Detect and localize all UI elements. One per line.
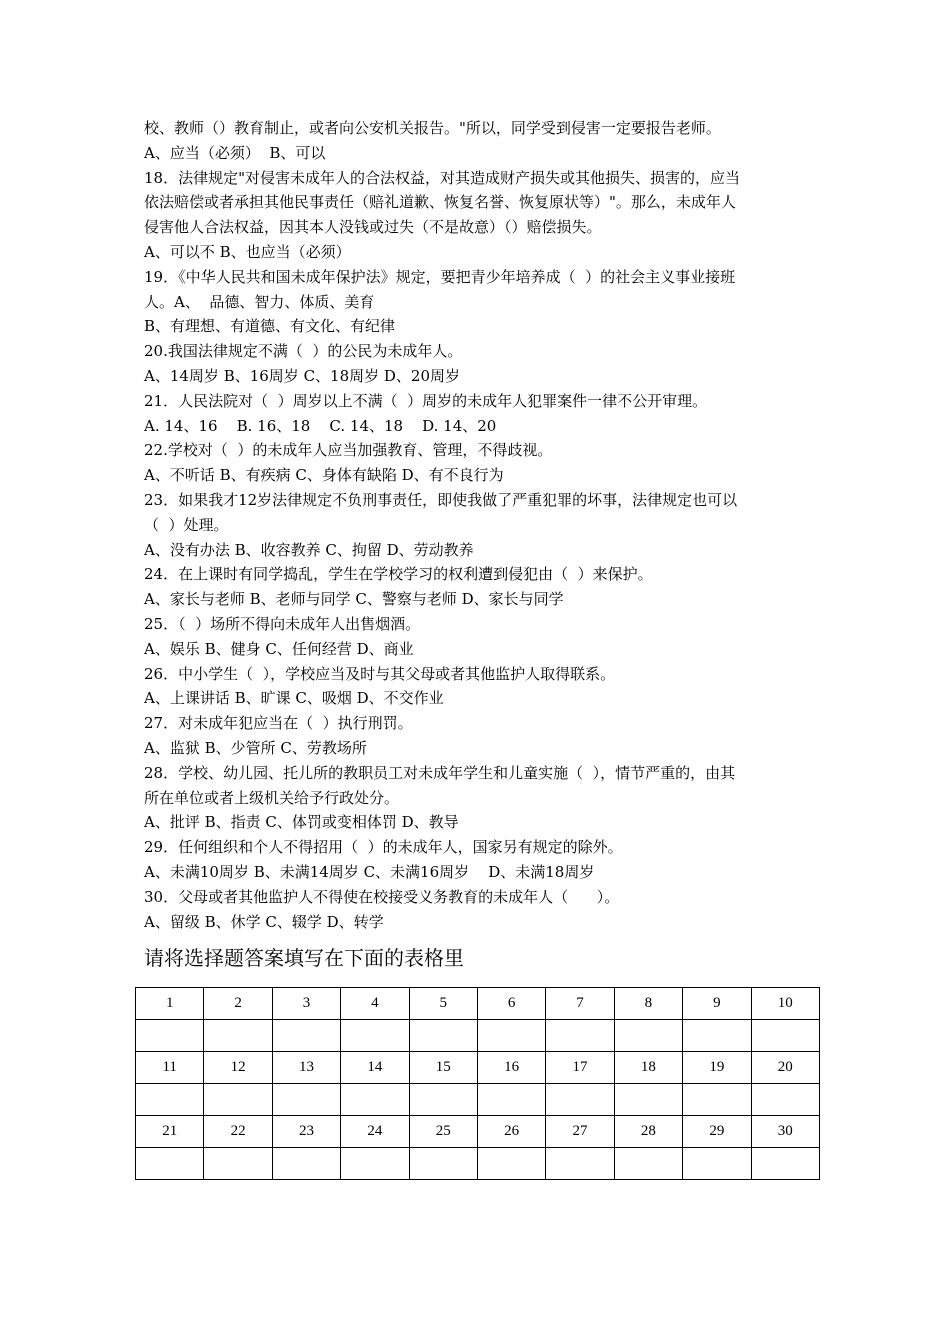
text-line: A、可以不 B、也应当（必须） <box>144 242 351 261</box>
text-line: 18．法律规定"对侵害未成年人的合法权益，对其造成财产损失或其他损失、损害的，应当 <box>144 168 740 187</box>
question-number-cell: 27 <box>546 1116 614 1148</box>
question-number-cell: 16 <box>477 1052 545 1084</box>
answer-cell[interactable] <box>272 1084 340 1116</box>
text-line: A、上课讲话 B、旷课 C、吸烟 D、不交作业 <box>144 689 444 708</box>
question-number-cell: 14 <box>341 1052 409 1084</box>
text-line: 25．（ ）场所不得向未成年人出售烟酒。 <box>144 614 421 633</box>
text-line: 依法赔偿或者承担其他民事责任（赔礼道歉、恢复名誉、恢复原状等）"。那么，未成年人 <box>144 193 736 212</box>
text-line: 28．学校、幼儿园、托儿所的教职员工对未成年学生和儿童实施（ ），情节严重的，由其 <box>144 763 736 782</box>
answer-cell[interactable] <box>341 1020 409 1052</box>
question-number-cell: 20 <box>751 1052 819 1084</box>
text-line: A、14周岁 B、16周岁 C、18周岁 D、20周岁 <box>144 366 461 385</box>
question-number-cell: 4 <box>341 988 409 1020</box>
text-line: 27．对未成年犯应当在（ ）执行刑罚。 <box>144 714 413 733</box>
answer-cell[interactable] <box>546 1084 614 1116</box>
text-line: 29．任何组织和个人不得招用（ ）的未成年人，国家另有规定的除外。 <box>144 838 623 857</box>
text-line: A、监狱 B、少管所 C、劳教场所 <box>144 738 367 757</box>
answer-cell[interactable] <box>136 1148 204 1180</box>
answer-cell[interactable] <box>341 1148 409 1180</box>
text-line: A、家长与老师 B、老师与同学 C、警察与老师 D、家长与同学 <box>144 590 564 609</box>
answer-cell[interactable] <box>409 1084 477 1116</box>
answer-cell[interactable] <box>751 1084 819 1116</box>
text-line: 19．《中华人民共和国未成年保护法》规定，要把青少年培养成（ ）的社会主义事业接班 <box>144 267 736 286</box>
text-line: 所在单位或者上级机关给予行政处分。 <box>144 788 400 807</box>
answer-cell[interactable] <box>477 1148 545 1180</box>
question-number-cell: 29 <box>683 1116 751 1148</box>
table-answer-row <box>136 1020 820 1052</box>
answer-cell[interactable] <box>136 1020 204 1052</box>
answer-cell[interactable] <box>614 1148 682 1180</box>
text-line: 校、教师（）教育制止，或者向公安机关报告。"所以，同学受到侵害一定要报告老师。 <box>144 119 721 137</box>
answer-cell[interactable] <box>683 1084 751 1116</box>
question-number-cell: 22 <box>204 1116 272 1148</box>
question-number-cell: 26 <box>477 1116 545 1148</box>
question-number-cell: 15 <box>409 1052 477 1084</box>
text-line: 30．父母或者其他监护人不得使在校接受义务教育的未成年人（ ）。 <box>144 887 620 906</box>
question-number-cell: 13 <box>272 1052 340 1084</box>
answer-cell[interactable] <box>341 1084 409 1116</box>
answer-cell[interactable] <box>546 1020 614 1052</box>
table-number-row <box>136 1052 820 1084</box>
answer-cell[interactable] <box>409 1020 477 1052</box>
question-number-cell: 5 <box>409 988 477 1020</box>
answer-cell[interactable] <box>614 1020 682 1052</box>
question-number-cell: 25 <box>409 1116 477 1148</box>
question-number-cell: 24 <box>341 1116 409 1148</box>
text-line: A. 14、16 B. 16、18 C. 14、18 D. 14、20 <box>144 416 497 435</box>
text-line: 20.我国法律规定不满（ ）的公民为未成年人。 <box>144 342 463 361</box>
text-line: 23．如果我才12岁法律规定不负刑事责任，即使我做了严重犯罪的坏事，法律规定也可以 <box>144 490 738 509</box>
question-number-cell: 17 <box>546 1052 614 1084</box>
text-line: 24．在上课时有同学捣乱，学生在学校学习的权利遭到侵犯由（ ）来保护。 <box>144 565 653 584</box>
question-number-cell: 3 <box>272 988 340 1020</box>
text-line: A、留级 B、休学 C、辍学 D、转学 <box>144 912 384 931</box>
answer-table <box>135 987 820 1180</box>
question-number-cell: 19 <box>683 1052 751 1084</box>
table-answer-row <box>136 1084 820 1116</box>
answer-cell[interactable] <box>204 1148 272 1180</box>
answer-cell[interactable] <box>546 1148 614 1180</box>
question-number-cell: 18 <box>614 1052 682 1084</box>
text-line: 侵害他人合法权益，因其本人没钱或过失（不是故意）（）赔偿损失。 <box>144 218 602 237</box>
table-number-row <box>136 1116 820 1148</box>
question-number-cell: 10 <box>751 988 819 1020</box>
text-line: A、批评 B、指责 C、体罚或变相体罚 D、教导 <box>144 813 459 832</box>
answer-table-heading: 请将选择题答案填写在下面的表格里 <box>144 946 464 970</box>
question-number-cell: 2 <box>204 988 272 1020</box>
text-line: A、娱乐 B、健身 C、任何经营 D、商业 <box>144 639 414 658</box>
question-number-cell: 23 <box>272 1116 340 1148</box>
answer-cell[interactable] <box>683 1148 751 1180</box>
text-line: A、没有办法 B、收容教养 C、拘留 D、劳动教养 <box>144 540 474 559</box>
question-number-cell: 11 <box>136 1052 204 1084</box>
text-line: 22.学校对（ ）的未成年人应当加强教育、管理，不得歧视。 <box>144 441 553 460</box>
text-line: A、不听话 B、有疾病 C、身体有缺陷 D、有不良行为 <box>144 466 504 485</box>
answer-cell[interactable] <box>272 1148 340 1180</box>
answer-cell[interactable] <box>614 1084 682 1116</box>
question-number-cell: 8 <box>614 988 682 1020</box>
text-line: 人。A、 品德、智力、体质、美育 <box>144 292 375 311</box>
text-line: A、应当（必须） B、可以 <box>144 143 326 162</box>
text-line: A、未满10周岁 B、未满14周岁 C、未满16周岁 D、未满18周岁 <box>144 862 595 881</box>
answer-cell[interactable] <box>751 1020 819 1052</box>
text-line: 26．中小学生（ ），学校应当及时与其父母或者其他监护人取得联系。 <box>144 664 616 683</box>
question-number-cell: 7 <box>546 988 614 1020</box>
answer-cell[interactable] <box>272 1020 340 1052</box>
table-number-row <box>136 988 820 1020</box>
answer-cell[interactable] <box>477 1020 545 1052</box>
question-number-cell: 9 <box>683 988 751 1020</box>
question-number-cell: 28 <box>614 1116 682 1148</box>
answer-cell[interactable] <box>204 1020 272 1052</box>
text-line: B、有理想、有道德、有文化、有纪律 <box>144 317 396 336</box>
answer-cell[interactable] <box>136 1084 204 1116</box>
question-number-cell: 12 <box>204 1052 272 1084</box>
question-number-cell: 1 <box>136 988 204 1020</box>
text-line: 21．人民法院对（ ）周岁以上不满（ ）周岁的未成年人犯罪案件一律不公开审理。 <box>144 391 708 410</box>
answer-cell[interactable] <box>204 1084 272 1116</box>
question-number-cell: 6 <box>477 988 545 1020</box>
answer-cell[interactable] <box>683 1020 751 1052</box>
table-answer-row <box>136 1148 820 1180</box>
question-number-cell: 21 <box>136 1116 204 1148</box>
answer-cell[interactable] <box>409 1148 477 1180</box>
answer-cell[interactable] <box>477 1084 545 1116</box>
answer-cell[interactable] <box>751 1148 819 1180</box>
text-line: （ ）处理。 <box>144 515 229 534</box>
question-number-cell: 30 <box>751 1116 819 1148</box>
question-text-block <box>144 116 816 934</box>
